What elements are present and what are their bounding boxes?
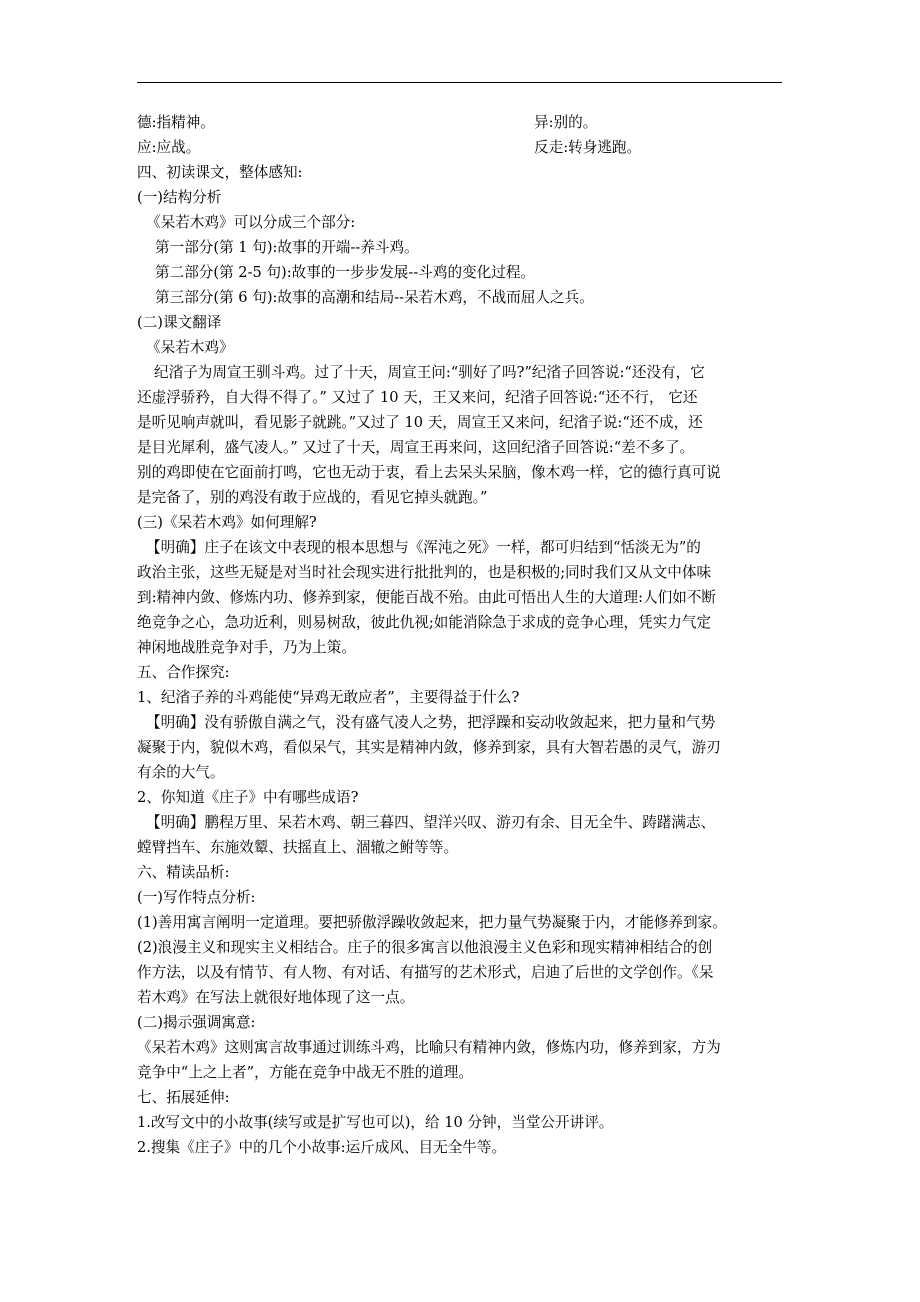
text-line: (二)课文翻译 [137, 314, 222, 331]
text-line: 四、初读课文，整体感知: [137, 164, 303, 181]
text-line: 1.改写文中的小故事(续写或是扩写也可以)，给 10 分钟，当堂公开讲评。 [137, 1114, 614, 1131]
vocab-row [137, 135, 787, 160]
text-line: 螳臂挡车、东施效颦、扶摇直上、涸辙之鲋等等。 [137, 839, 459, 856]
vocab-right: 反走:转身逃跑。 [534, 139, 642, 156]
text-line: (一)写作特点分析: [137, 889, 256, 906]
vocab-row [137, 110, 787, 135]
text-line: 竞争中“上之上者”，方能在竞争中战无不胜的道理。 [137, 1064, 473, 1081]
text-line: 《呆若木鸡》这则寓言故事通过训练斗鸡，比喻只有精神内敛，修炼内功，修养到家，方为 [137, 1039, 721, 1056]
vocab-left: 应:应战。 [137, 139, 201, 156]
text-line: 有余的大气。 [137, 764, 225, 781]
text-line: 1、纪渻子养的斗鸡能使“异鸡无敢应者”，主要得益于什么? [137, 689, 520, 706]
text-line: (三)《呆若木鸡》如何理解? [137, 514, 317, 531]
text-line: 还虚浮骄矜，自大得不得了。” 又过了 10 天，王又来问，纪渻子回答说:“还不行， 它还 [137, 389, 698, 406]
text-line: 第一部分(第 1 句):故事的开端--养斗鸡。 [155, 239, 419, 256]
text-line: (二)揭示强调寓意: [137, 1014, 256, 1031]
text-line: 《呆若木鸡》 [146, 339, 234, 356]
text-line: 【明确】没有骄傲自满之气，没有盛气凌人之势，把浮躁和妄动收敛起来，把力量和气势 [146, 714, 716, 731]
vocab-left: 德:指精神。 [137, 114, 215, 131]
text-line: 到:精神内敛、修炼内功、修养到家，便能百战不殆。由此可悟出人生的大道理:人们如不断 [137, 589, 716, 606]
text-line: 六、精读品析: [137, 864, 230, 881]
header-rule [137, 82, 782, 83]
text-lines [137, 160, 787, 1160]
text-line: 政治主张，这些无疑是对当时社会现实进行批批判的，也是积极的;同时我们又从文中体味 [137, 564, 712, 581]
text-line: 是目光犀利，盛气凌人。” 又过了十天，周宣王再来问，这回纪渻子回答说:“差不多了。 [137, 439, 695, 456]
text-line: 纪渻子为周宣王驯斗鸡。过了十天，周宣王问:“驯好了吗?”纪渻子回答说:“还没有，它 [154, 364, 705, 381]
text-line: 《呆若木鸡》可以分成三个部分: [146, 214, 356, 231]
text-line: 绝竞争之心，急功近利，则易树敌，彼此仇视;如能消除急于求成的竞争心理，凭实力气定 [137, 614, 712, 631]
text-line: 凝聚于内，貌似木鸡，看似呆气，其实是精神内敛，修养到家，具有大智若愚的灵气，游刃 [137, 739, 721, 756]
text-line: 神闲地战胜竞争对手，乃为上策。 [137, 639, 356, 656]
text-line: (1)善用寓言阐明一定道理。要把骄傲浮躁收敛起来，把力量气势凝聚于内，才能修养到家。 [137, 914, 727, 931]
document-body [137, 110, 787, 1160]
text-line: (2)浪漫主义和现实主义相结合。庄子的很多寓言以他浪漫主义色彩和现实精神相结合的创 [137, 939, 713, 956]
text-line: 第二部分(第 2-5 句):故事的一步步发展--斗鸡的变化过程。 [155, 264, 536, 281]
text-line: 别的鸡即使在它面前打鸣，它也无动于衷，看上去呆头呆脑，像木鸡一样，它的德行真可说 [137, 464, 721, 481]
vocab-right: 异:别的。 [534, 114, 598, 131]
text-line: 作方法，以及有情节、有人物、有对话、有描写的艺术形式，启迪了后世的文学创作。《呆 [137, 964, 714, 981]
text-line: 若木鸡》在写法上就很好地体现了这一点。 [137, 989, 415, 1006]
text-line: 第三部分(第 6 句):故事的高潮和结局--呆若木鸡，不战而屈人之兵。 [155, 289, 594, 306]
text-line: 【明确】鹏程万里、呆若木鸡、朝三暮四、望洋兴叹、游刃有余、目无全牛、踌躇满志、 [146, 814, 716, 831]
text-line: (一)结构分析 [137, 189, 222, 206]
text-line: 七、拓展延伸: [137, 1089, 230, 1106]
text-line: 2.搜集《庄子》中的几个小故事:运斤成风、目无全牛等。 [137, 1139, 507, 1156]
text-line: 2、你知道《庄子》中有哪些成语? [137, 789, 359, 806]
text-line: 是完备了，别的鸡没有敢于应战的，看见它掉头就跑。” [137, 489, 488, 506]
text-line: 是听见响声就叫，看见影子就跳。”又过了 10 天，周宣王又来问，纪渻子说:“还不成，还 [137, 414, 703, 431]
text-line: 五、合作探究: [137, 664, 230, 681]
text-line: 【明确】庄子在该文中表现的根本思想与《浑沌之死》一样，都可归结到“恬淡无为”的 [146, 539, 701, 556]
